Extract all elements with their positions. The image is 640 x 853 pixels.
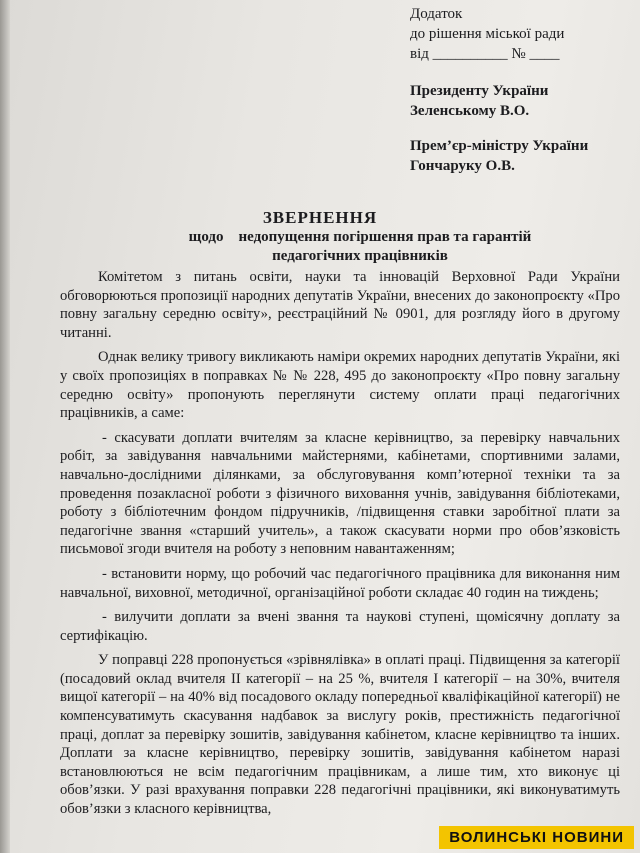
- page-fold-shadow: [0, 0, 10, 853]
- list-item: - скасувати доплати вчителям за класне керівництво, за перевірку навчальних робіт, за завідування навчальними майстернями, кабінетами, спортивними залами, навчально-дослідними ділянками, за обслуговування комп’ютерної техніки та за проведення позакласної роботи з фізичного виховання учнів, завідування бібліотеками, роботу з бібліотечним фондом підручників, /підвищення ставки заробітної плати за педагогічне звання «старший учитель», а також скасувати норми про обов’язковість письмової згоди вчителя на роботу з неповним навантаженням;: [60, 429, 620, 558]
- addressee-name: Зеленському В.О.: [410, 103, 530, 119]
- attachment-header: [410, 4, 564, 64]
- paragraph: У поправці 228 пропонується «зрівнялівка» в оплаті праці. Підвищення за категорії (посадовий оклад вчителя ІІ категорії – на 25 %, вчителя І категорії – на 30%, вчителя вищої категорії – на 40% від посадового окладу попередньої кваліфікаційної категорії) не компенсуватимуть скасування надбавок за вислугу років, престижність педагогічної праці, доплат за перевірку зошитів, завідування кабінетом, класне керівництво та інших. Доплати за класне керівництво, перевірку зошитів, завідування кабінетом наразі встановлюються не всім педагогічним працівникам, а лише тим, хто виконує ці обов’язки. У разі врахування поправки 228 педагогічні працівники, які виконуватимуть обов’язки з класного керівництва,: [60, 652, 620, 818]
- attachment-line: від __________ № ____: [410, 46, 560, 62]
- document-title: ЗВЕРНЕННЯ: [262, 208, 378, 227]
- addressee-title: Президенту України: [410, 83, 549, 99]
- addressee-name: Гончаруку О.В.: [410, 158, 515, 174]
- addressee-title: Прем’єр-міністру України: [410, 138, 589, 154]
- attachment-line: до рішення міської ради: [410, 26, 565, 42]
- document-body: [60, 268, 620, 825]
- list-item: - встановити норму, що робочий час педагогічного працівника для виконання ним навчальної, виховної, методичної, організаційної роботи складає 40 годин на тиждень;: [60, 565, 620, 601]
- watermark-logo: ВОЛИНСЬКІ НОВИНИ: [439, 826, 634, 849]
- subtitle-line: педагогічних працівників: [272, 248, 448, 264]
- addressee-president: [410, 81, 548, 121]
- subtitle-line: щодо недопущення погіршення прав та гарантій: [188, 229, 532, 245]
- document-subtitle: [140, 228, 580, 266]
- paragraph: Однак велику тривогу викликають наміри окремих народних депутатів України, які у своїх пропозиціях в поправках № № 228, 495 до законопроєкту «Про повну загальну середню освіту» пропонують переглянути систему оплати праці педагогічних працівників, а саме:: [60, 349, 620, 422]
- addressee-pm: [410, 136, 588, 176]
- list-item: - вилучити доплати за вчені звання та наукові ступені, щомісячну доплату за сертифікацію.: [60, 609, 620, 644]
- attachment-line: Додаток: [410, 6, 463, 22]
- paragraph: Комітетом з питань освіти, науки та інновацій Верховної Ради України обговорюються пропозиції народних депутатів України, внесених до законопроєкту «Про повну загальну середню освіту», реєстраційний № 0901, для розгляду його в другому читанні.: [60, 269, 620, 341]
